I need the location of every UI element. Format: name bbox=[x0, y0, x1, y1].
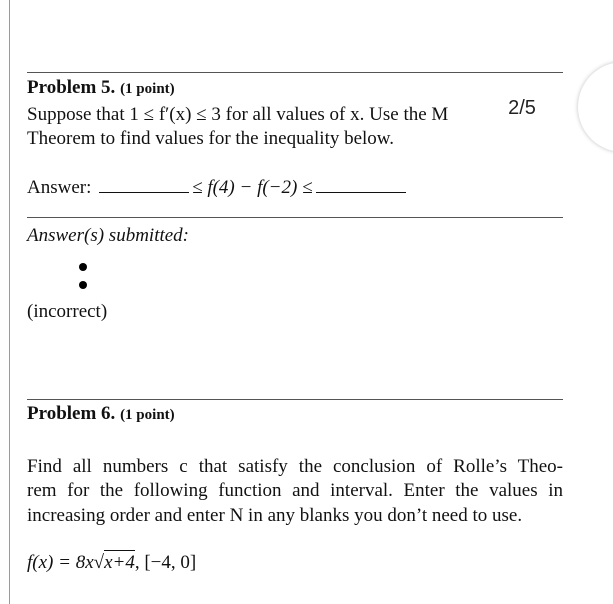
answer-blank-upper[interactable] bbox=[316, 191, 406, 193]
problem6-line2: rem for the following function and interval. Enter the values in bbox=[27, 480, 563, 501]
submitted-label: Answer(s) submitted: bbox=[27, 225, 190, 246]
problem6-line1: Find all numbers c that satisfy the conclusion of Rolle’s Theo- bbox=[27, 456, 563, 477]
answer-label: Answer: bbox=[27, 177, 92, 198]
problem5-heading: Problem 5. bbox=[27, 77, 116, 98]
scroll-handle[interactable] bbox=[578, 62, 613, 152]
problem5-line2: Theorem to find values for the inequality below. bbox=[27, 128, 395, 149]
status-incorrect: (incorrect) bbox=[27, 301, 108, 322]
problem5-answer-rule bbox=[27, 217, 563, 218]
problem6-heading: Problem 6. bbox=[27, 403, 116, 424]
problem6-points: (1 point) bbox=[120, 407, 175, 423]
submitted-bullet-1 bbox=[79, 263, 87, 271]
problem5-points: (1 point) bbox=[120, 81, 175, 97]
left-border bbox=[9, 0, 10, 604]
problem5-header bbox=[27, 76, 175, 101]
problem6-header bbox=[27, 402, 175, 427]
problem5-answer-row bbox=[27, 176, 409, 200]
problem5-line1: Suppose that 1 ≤ f′(x) ≤ 3 for all values of x. Use the M bbox=[27, 104, 449, 125]
function-radicand: x+4 bbox=[104, 552, 135, 573]
problem6-line3: increasing order and enter N in any blanks you don’t need to use. bbox=[27, 505, 523, 526]
function-lhs: f(x) = 8x bbox=[27, 552, 94, 573]
problem6-function bbox=[27, 551, 196, 575]
submitted-bullet-2 bbox=[79, 281, 87, 289]
sqrt-sign: √ bbox=[93, 552, 105, 573]
problem5-top-rule bbox=[27, 72, 563, 73]
page-indicator: 2/5 bbox=[482, 88, 562, 128]
answer-blank-lower[interactable] bbox=[99, 191, 189, 193]
problem6-top-rule bbox=[27, 399, 563, 400]
function-interval: , [−4, 0] bbox=[134, 552, 197, 573]
answer-expression: ≤ f(4) − f(−2) ≤ bbox=[192, 177, 313, 198]
